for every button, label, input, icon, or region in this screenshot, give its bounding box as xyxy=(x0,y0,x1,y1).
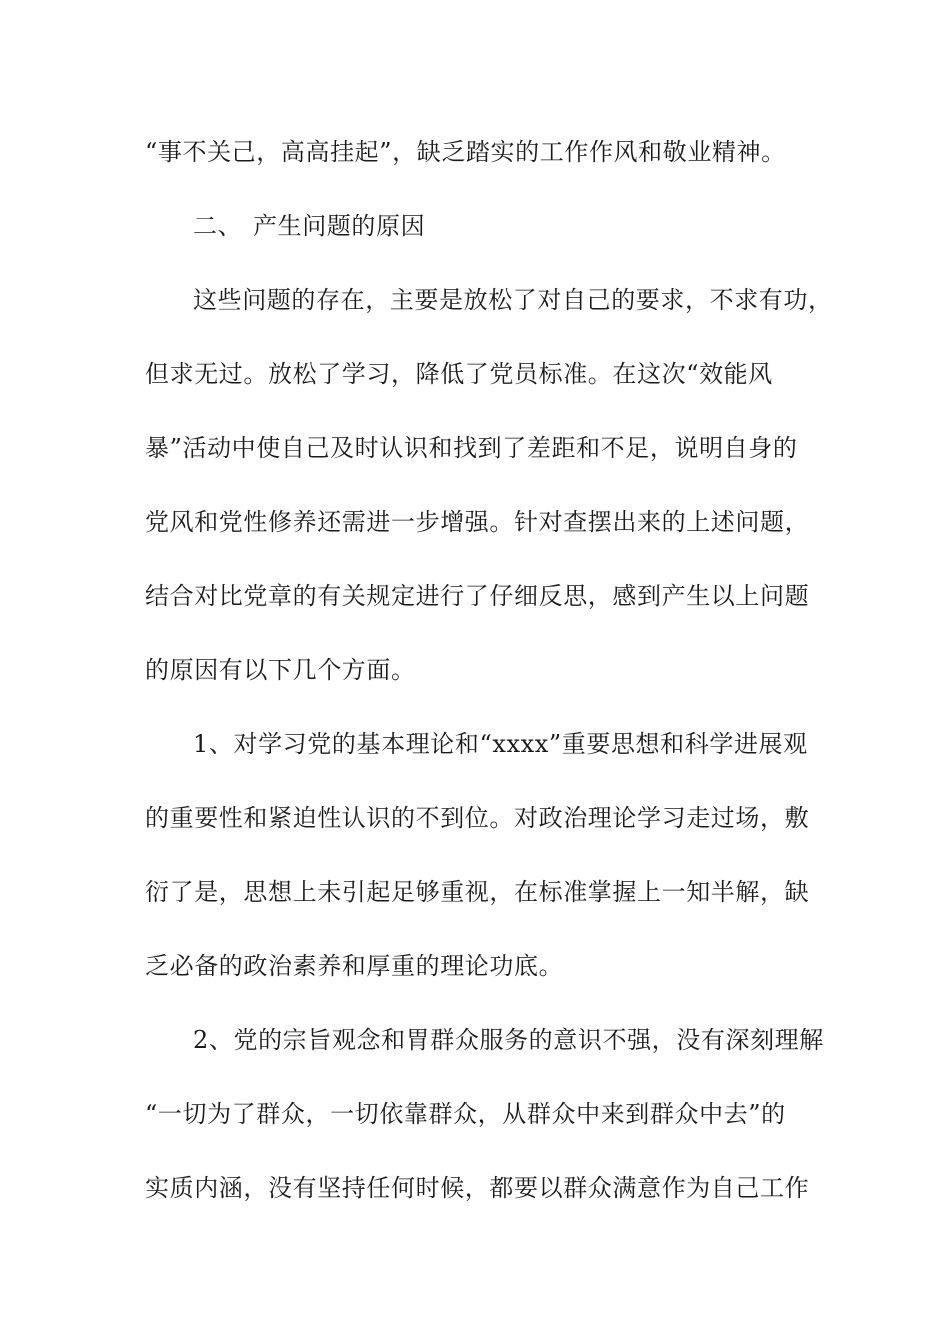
section-heading-number: 二、 xyxy=(193,212,243,240)
paragraph-line: 衍了是，思想上未引起足够重视，在标准掌握上一知半解，缺 xyxy=(145,878,810,906)
paragraph-line: 但求无过。放松了学习，降低了党员标准。在这次“效能风 xyxy=(145,360,773,388)
section-heading xyxy=(145,211,845,241)
paragraph-line: 乏必备的政治素养和厚重的理论功底。 xyxy=(145,952,564,980)
section-heading-title: 产生问题的原因 xyxy=(253,212,426,240)
paragraph-line: 党风和党性修养还需进一步增强。针对查摆出来的上述问题， xyxy=(145,508,810,536)
paragraph-line: 暴”活动中使自己及时认识和找到了差距和不足，说明自身的 xyxy=(145,434,798,462)
paragraph-line: 这些问题的存在，主要是放松了对自己的要求，不求有功， xyxy=(193,286,833,314)
paragraph-line: 结合对比党章的有关规定进行了仔细反思，感到产生以上问题 xyxy=(145,582,810,610)
paragraph-line: 的原因有以下几个方面。 xyxy=(145,656,416,684)
paragraph-line: 的重要性和紧迫性认识的不到位。对政治理论学习走过场，敷 xyxy=(145,804,810,832)
paragraph-line: “一切为了群众，一切依靠群众，从群众中来到群众中去”的 xyxy=(145,1100,786,1128)
paragraph-line: “事不关己，高高挂起”，缺乏踏实的工作作风和敬业精神。 xyxy=(145,138,786,166)
paragraph-line: 2、党的宗旨观念和胃群众服务的意识不强，没有深刻理解 xyxy=(193,1026,824,1054)
paragraph-line: 1、对学习党的基本理论和“xxxx”重要思想和科学进展观 xyxy=(193,730,808,758)
paragraph-line: 实质内涵，没有坚持任何时候，都要以群众满意作为自己工作 xyxy=(145,1174,810,1202)
